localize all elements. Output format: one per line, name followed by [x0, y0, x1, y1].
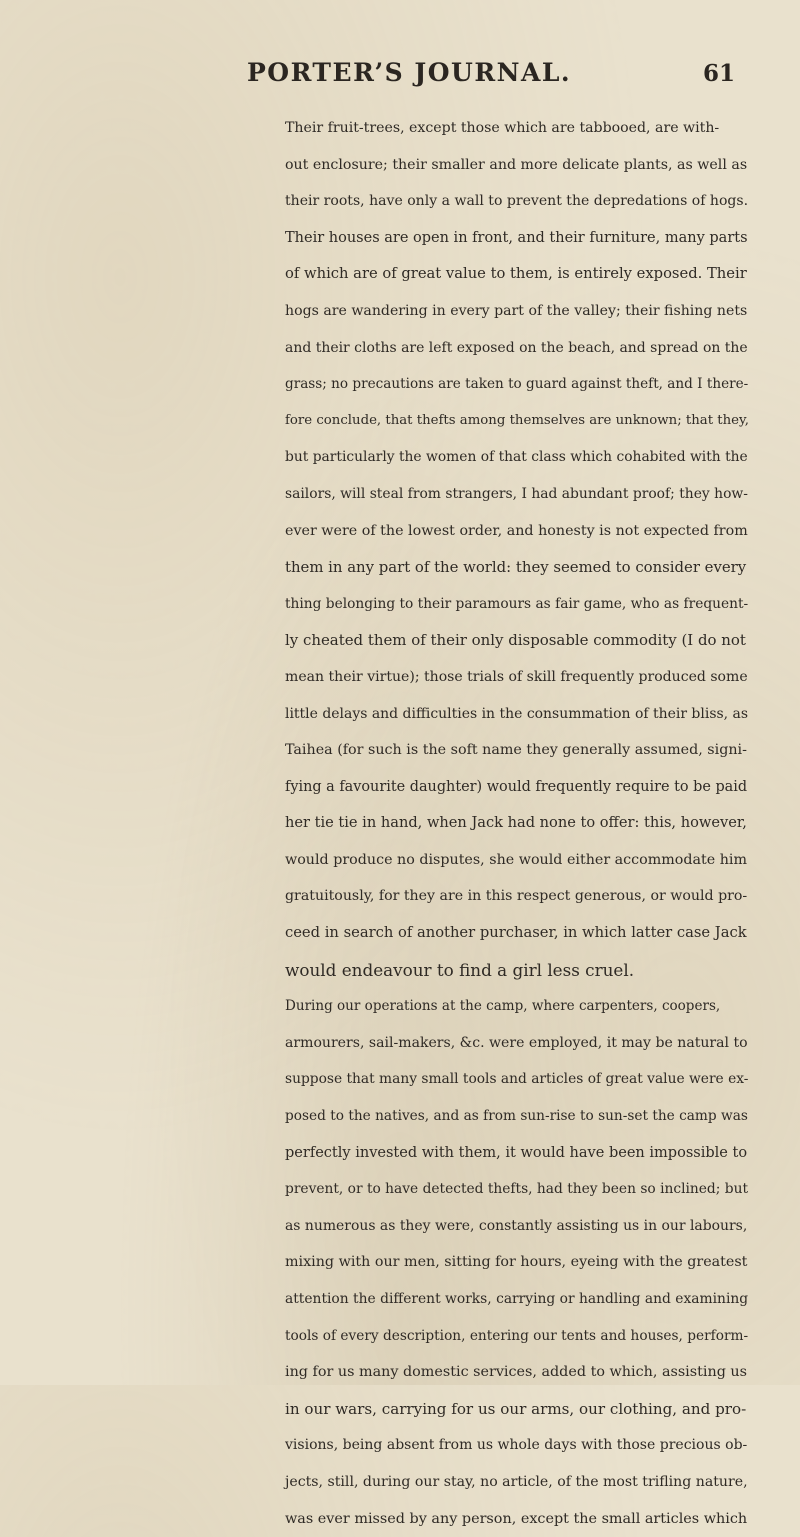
- text-line: jects, still, during our stay, no article, of the most trifling nature,: [285, 1473, 748, 1490]
- text-line: sailors, will steal from strangers, I had abundant proof; they how-: [285, 485, 748, 502]
- text-line: perfectly invested with them, it would have been impossible to: [285, 1144, 748, 1161]
- text-line: tools of every description, entering our tents and houses, perform-: [285, 1327, 749, 1344]
- text-line: mean their virtue); those trials of skill frequently produced some: [285, 668, 748, 685]
- text-line: ing for us many domestic services, added to which, assisting us: [285, 1364, 747, 1381]
- page-header: [235, 58, 735, 98]
- text-line: Taihea (for such is the soft name they generally assumed, signi-: [285, 742, 747, 759]
- running-head: PORTER’S JOURNAL.: [247, 58, 572, 87]
- text-line: their roots, have only a wall to prevent the depredations of hogs.: [285, 193, 749, 210]
- text-line: Their fruit-trees, except those which are tabbooed, are with-: [285, 120, 720, 136]
- paragraph-1: [257, 110, 749, 988]
- text-line: prevent, or to have detected thefts, had they been so inclined; but: [285, 1181, 749, 1198]
- text-line: Their houses are open in front, and their furniture, many parts: [285, 229, 748, 246]
- text-line: would produce no disputes, she would either accommodate him: [285, 851, 748, 868]
- text-line: grass; no precautions are taken to guard against theft, and I there-: [285, 376, 749, 393]
- text-line: ceed in search of another purchaser, in which latter case Jack: [285, 924, 747, 942]
- text-line: hogs are wandering in every part of the valley; their fishing nets: [285, 302, 748, 319]
- text-line: During our operations at the camp, where carpenters, coopers,: [285, 998, 721, 1015]
- text-line: suppose that many small tools and articles of great value were ex-: [285, 1071, 749, 1088]
- text-line: was ever missed by any person, except the small articles which: [285, 1510, 748, 1527]
- text-line: thing belonging to their paramours as fair game, who as frequent-: [285, 595, 749, 612]
- text-line: and their cloths are left exposed on the beach, and spread on the: [285, 339, 748, 356]
- text-line: in our wars, carrying for us our arms, our clothing, and pro-: [285, 1399, 747, 1418]
- text-line: fying a favourite daughter) would frequently require to be paid: [285, 778, 748, 795]
- text-line: as numerous as they were, constantly assisting us in our labours,: [285, 1217, 748, 1234]
- page-number: 61: [702, 60, 735, 87]
- text-line: posed to the natives, and as from sun-rise to sun-set the camp was: [285, 1108, 748, 1125]
- text-line: them in any part of the world: they seemed to consider every: [285, 558, 747, 577]
- text-line: her tie tie in hand, when Jack had none to offer: this, however,: [285, 814, 747, 832]
- text-line: armourers, sail-makers, &c. were employed, it may be natural to: [285, 1034, 748, 1051]
- text-line: but particularly the women of that class which cohabited with the: [285, 449, 748, 466]
- text-line: fore conclude, that thefts among themselves are unknown; that they,: [285, 412, 749, 428]
- text-line: mixing with our men, sitting for hours, eyeing with the greatest: [285, 1254, 748, 1271]
- paragraph-2: [257, 988, 749, 1537]
- text-line: visions, being absent from us whole days with those precious ob-: [285, 1437, 748, 1454]
- body-text: [257, 110, 749, 1537]
- text-line: would endeavour to find a girl less cruel.: [285, 959, 635, 980]
- text-line: ly cheated them of their only disposable commodity (I do not: [285, 631, 746, 650]
- text-line: out enclosure; their smaller and more delicate plants, as well as: [285, 156, 748, 173]
- text-line: attention the different works, carrying or handling and examining: [285, 1291, 749, 1307]
- text-line: of which are of great value to them, is entirely exposed. Their: [285, 265, 747, 283]
- text-line: ever were of the lowest order, and honesty is not expected from: [285, 522, 748, 539]
- text-line: little delays and difficulties in the consummation of their bliss, as: [285, 705, 749, 722]
- text-line: gratuitously, for they are in this respect generous, or would pro-: [285, 888, 748, 905]
